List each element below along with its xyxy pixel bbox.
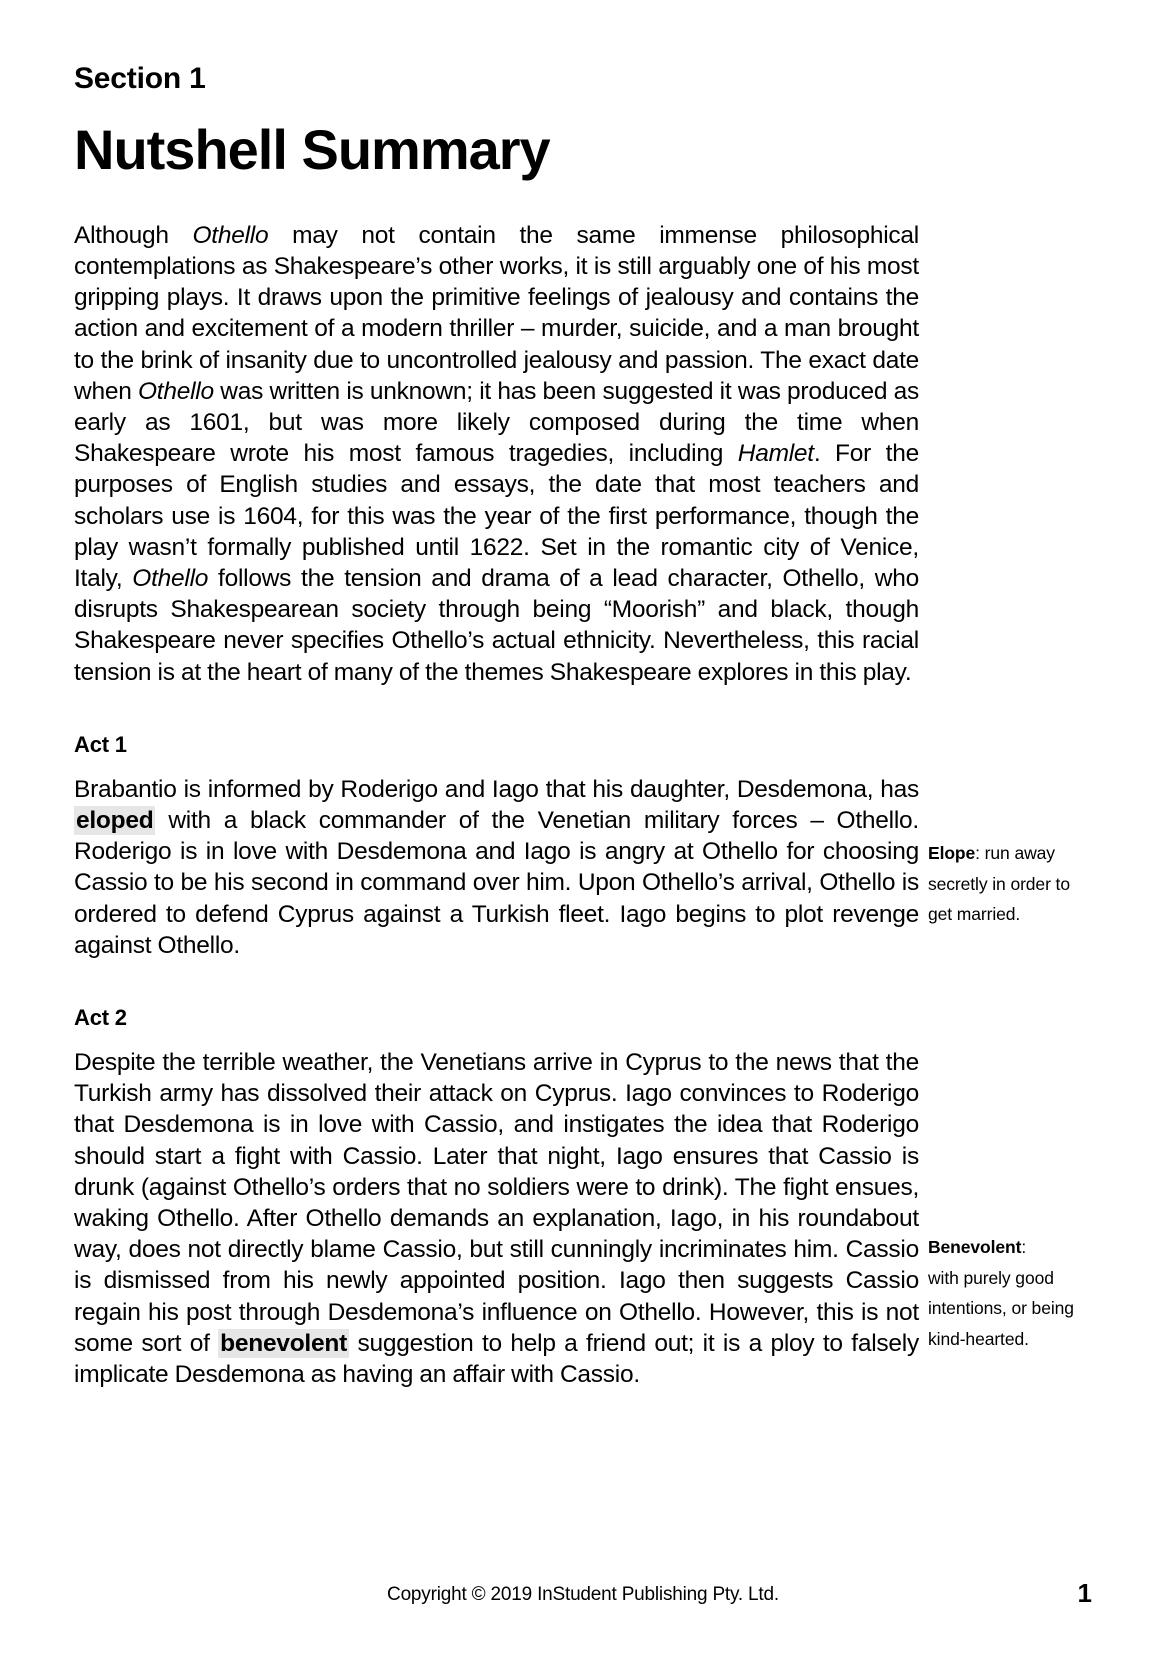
intro-text-3: was written is unknown; it has been suggested it was produced as early as 1601, but was more likely composed during the time when Shakespeare wrote his most famous tragedies, including xyxy=(74,377,919,468)
work-title-othello-3: Othello xyxy=(132,565,209,593)
margin-note-elope-definition: run away secretly in order to get married. xyxy=(928,843,1070,925)
act-1-text-before: Brabantio is informed by Roderigo and Iago that his daughter, Desdemona, has xyxy=(74,775,919,803)
main-text-column xyxy=(74,62,919,1390)
act-1-text-after: with a black commander of the Venetian military forces – Othello. Roderigo is in love with Desdemona and Iago is angry at Othello for choosing Cassio to be his second in command over him. Upon Othello’s arrival, Othello is ordered to defend Cyprus against a Turkish fleet. Iago begins to plot revenge against Othello. xyxy=(74,807,919,959)
margin-note-benevolent-definition: with purely good intentions, or being kind-hearted. xyxy=(928,1267,1074,1349)
margin-note-elope-term: Elope xyxy=(928,843,976,863)
intro-text-1: Although xyxy=(74,221,193,249)
act-2-text-before: Despite the terrible weather, the Venetians arrive in Cyprus to the news that the Turkish army has dissolved their attack on Cyprus. Iago convinces to Roderigo that Desdemona is in love with Cassio, and instigates the idea that Roderigo should start a fight with Cassio. Later that night, Iago ensures that Cassio is drunk (against Othello’s orders that no soldiers were to drink). The fight ensues, waking Othello. After Othello demands an explanation, Iago, in his roundabout way, does not directly blame Cassio, but still cunningly incriminates him. Cassio is dismissed from his newly appointed position. Iago then suggests Cassio regain his post through Desdemona’s influence on Othello. However, this is not some sort of xyxy=(74,1049,919,1357)
act-1-heading: Act 1 xyxy=(74,731,127,757)
page-footer xyxy=(0,1578,1166,1614)
page-title: Nutshell Summary xyxy=(74,118,550,181)
act-1-paragraph xyxy=(74,774,919,961)
intro-paragraph xyxy=(74,220,919,688)
intro-text-4: . For the purposes of English studies and essays, the date that most teachers and scholars use is 1604, for this was the year of the first performance, though the play wasn’t formally published until 1622. Set in the romantic city of Venice, Italy, xyxy=(74,440,919,593)
work-title-othello-2: Othello xyxy=(137,377,214,405)
act-2-heading: Act 2 xyxy=(74,1005,127,1031)
intro-text-5: follows the tension and drama of a lead character, Othello, who disrupts Shakespearean society through being “Moorish” and black, though Shakespeare never specifies Othello’s actual ethnicity. Nevertheless, this racial tension is at the heart of many of the themes Shakespeare explores in this play. xyxy=(74,565,919,686)
glossary-term-benevolent: benevolent xyxy=(220,1329,347,1357)
margin-note-benevolent-term: Benevolent xyxy=(928,1237,1022,1257)
intro-text-2: may not contain the same immense philosophical contemplations as Shakespeare’s other works, it is still arguably one of his most gripping plays. It draws upon the primitive feelings of jealousy and contains the action and excitement of a modern thriller – murder, suicide, and a man brought to the brink of insanity due to uncontrolled jealousy and passion. The exact date when xyxy=(74,221,920,405)
copyright-notice: Copyright © 2019 InStudent Publishing Pty. Ltd. xyxy=(387,1584,779,1605)
margin-note-benevolent xyxy=(928,1232,1088,1354)
glossary-term-eloped: eloped xyxy=(76,807,154,835)
act-2-text-after: suggestion to help a friend out; it is a ploy to falsely implicate Desdemona as having an affair with Cassio. xyxy=(74,1329,919,1389)
margin-note-elope xyxy=(928,838,1088,930)
margin-note-benevolent-separator: : xyxy=(1021,1237,1027,1257)
margin-note-elope-separator: : xyxy=(975,843,980,863)
work-title-hamlet: Hamlet xyxy=(737,440,814,468)
page-number: 1 xyxy=(1077,1578,1092,1608)
section-label: Section 1 xyxy=(74,62,206,95)
work-title-othello-1: Othello xyxy=(192,221,269,249)
act-2-paragraph xyxy=(74,1047,919,1390)
